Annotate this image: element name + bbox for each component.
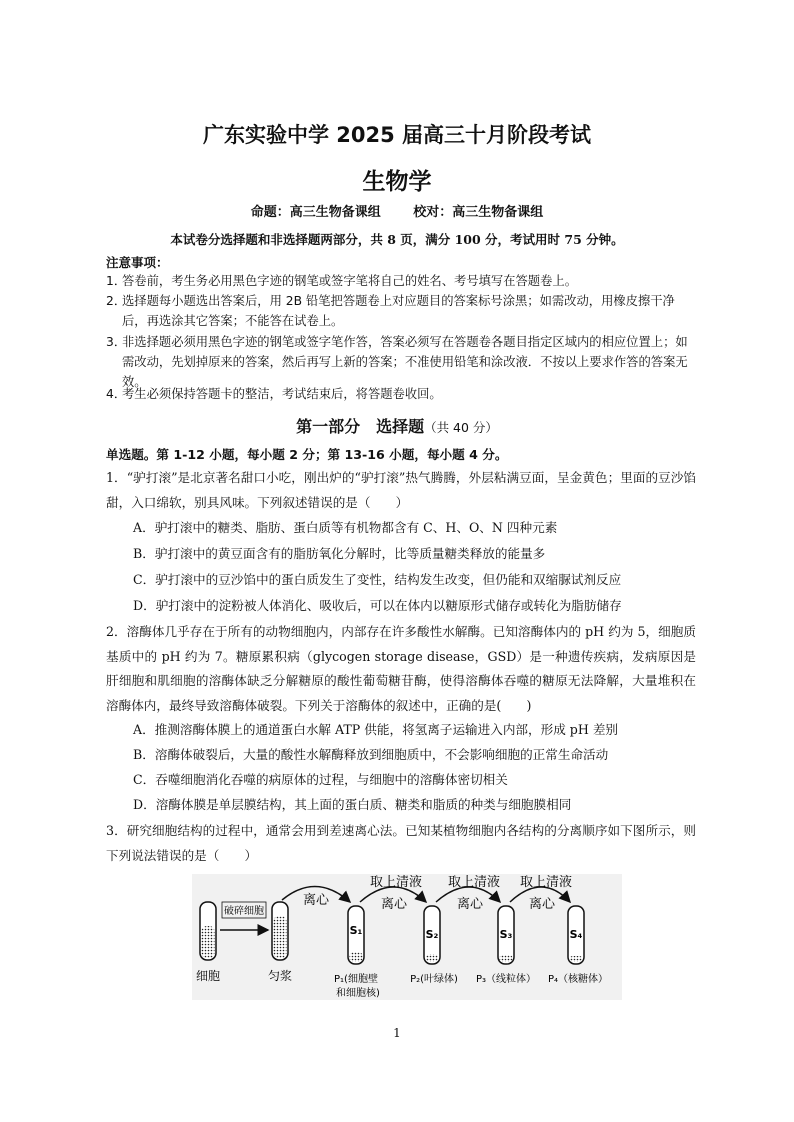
proofreader: 校对：高三生物备课组 [413, 205, 544, 220]
note-text: 考生必须保持答题卡的整洁，考试结束后，将答题卷收回。 [122, 387, 442, 401]
question-stem: 2．溶酶体几乎存在于所有的动物细胞内，内部存在许多酸性水解酶。已知溶酶体内的 pH 约为 5，细胞质基质中的 pH 约为 7。糖原累积病（glycogen storage disease，GSD）是一种遗传疾病，发病原因是肝细胞和肌细胞的溶酶体缺乏分解糖原的酸性葡萄糖苷酶，使得溶酶体吞噬的糖原无法降解，大量堆积在溶酶体内，最终导致溶酶体破裂。下列关于溶酶体的叙述中，正确的是( ) [106, 624, 696, 713]
note-item [106, 384, 696, 404]
cell-label: 细胞 [195, 969, 221, 983]
p3-label: P₃（线粒体） [475, 974, 537, 985]
note-text: 答卷前，考生务必用黑色字迹的钢笔或签字笔将自己的姓名、考号填写在答题卷上。 [122, 274, 577, 288]
exam-title: 广东实验中学 2025 届高三十月阶段考试 [202, 123, 592, 147]
spin-label: 离心 [302, 893, 330, 908]
s2-label: S₂ [425, 928, 439, 941]
page-number: 1 [393, 1026, 401, 1040]
spin-label: 离心 [456, 897, 484, 912]
option-d: D．溶酶体膜是单层膜结构，其上面的蛋白质、糖类和脂质的种类与细胞膜相同 [133, 797, 572, 812]
take-supernatant-label: 取上清液 [519, 875, 573, 890]
s4-label: S₄ [569, 928, 583, 941]
note-number: 4． [106, 387, 127, 401]
option-a: A．驴打滚中的糖类、脂肪、蛋白质等有机物都含有 C、H、O、N 四种元素 [133, 520, 558, 535]
centrifugation-diagram [180, 868, 630, 1018]
p1-label: P₁(细胞壁 [334, 974, 378, 985]
note-text: 选择题每小题选出答案后，用 2B 铅笔把答题卷上对应题目的答案标号涂黑；如需改动，用橡皮擦干净后，再选涂其它答案；不能答在试卷上。 [122, 294, 675, 328]
part-score: （共 40 分） [424, 420, 498, 435]
option-a: A．推测溶酶体膜上的通道蛋白水解 ATP 供能，将氢离子运输进入内部，形成 pH 差别 [133, 722, 619, 737]
p1-label-line2: 和细胞核) [336, 988, 380, 999]
option-d: D．驴打滚中的淀粉被人体消化、吸收后，可以在体内以糖原形式储存或转化为脂肪储存 [133, 598, 622, 613]
setter: 命题：高三生物备课组 [250, 205, 381, 220]
note-item [106, 332, 696, 392]
question-stem: 3．研究细胞结构的过程中，通常会用到差速离心法。已知某植物细胞内各结构的分离顺序如下图所示，则下列说法错误的是（ ） [106, 823, 696, 863]
take-supernatant-label: 取上清液 [447, 875, 501, 890]
homogenate-label: 匀浆 [267, 969, 293, 983]
option-b: B．驴打滚中的黄豆面含有的脂肪氧化分解时，比等质量糖类释放的能量多 [133, 546, 546, 561]
option-b: B．溶酶体破裂后，大量的酸性水解酶释放到细胞质中，不会影响细胞的正常生命活动 [133, 747, 609, 762]
note-text: 非选择题必须用黑色字迹的钢笔或签字笔作答，答案必须写在答题卷各题目指定区域内的相应位置上；如需改动，先划掉原来的答案，然后再写上新的答案；不准使用铅笔和涂改液．不按以上要求作答的答案无效。 [122, 335, 688, 389]
note-number: 3． [106, 335, 127, 349]
committee-line [0, 201, 794, 220]
part-title: 第一部分 选择题 [296, 417, 425, 436]
part-heading [0, 414, 794, 437]
spin-label: 离心 [380, 897, 408, 912]
tube-homogenate [272, 902, 288, 960]
option-c: C．驴打滚中的豆沙馅中的蛋白质发生了变性，结构发生改变，但仍能和双缩脲试剂反应 [133, 572, 622, 587]
note-number: 1． [106, 274, 127, 288]
s1-label: S₁ [349, 924, 363, 937]
s3-label: S₃ [499, 928, 513, 941]
tube-cells [200, 902, 216, 960]
note-number: 2． [106, 294, 127, 308]
take-supernatant-label: 取上清液 [369, 875, 423, 890]
spin-label: 离心 [528, 897, 556, 912]
note-item [106, 291, 696, 331]
option-c: C．吞噬细胞消化吞噬的病原体的过程，与细胞中的溶酶体密切相关 [133, 772, 508, 787]
p4-label: P₄（核糖体） [547, 974, 609, 985]
p2-label: P₂(叶绿体) [410, 974, 458, 985]
notes-heading: 注意事项： [106, 255, 169, 270]
question-stem: 1．“驴打滚”是北京著名甜口小吃，刚出炉的“驴打滚”热气腾腾，外层粘满豆面，呈金黄色；里面的豆沙馅甜，入口绵软，别具风味。下列叙述错误的是（ ） [106, 470, 696, 510]
section-instruction: 单选题。第 1-12 小题，每小题 2 分；第 13-16 小题，每小题 4 分。 [106, 447, 508, 462]
subject-title: 生物学 [362, 169, 432, 195]
break-label: 破碎细胞 [224, 906, 264, 917]
exam-info: 本试卷分选择题和非选择题两部分，共 8 页，满分 100 分，考试用时 75 分钟。 [170, 232, 624, 247]
note-item [106, 271, 696, 291]
